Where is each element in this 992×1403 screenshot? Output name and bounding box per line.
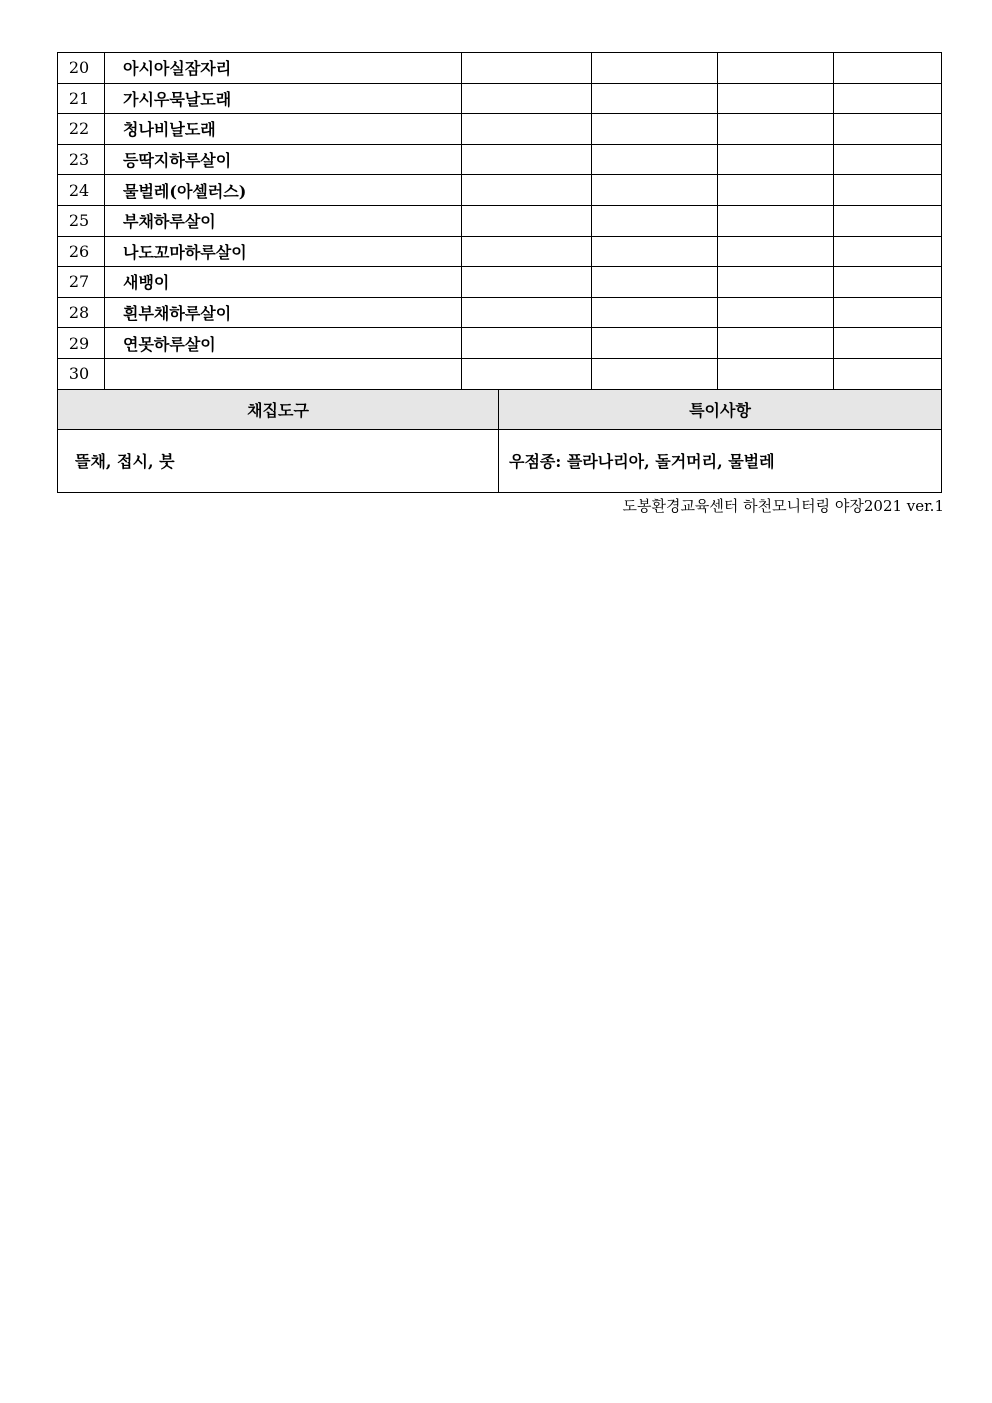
table-row — [58, 83, 942, 114]
data-cell — [834, 236, 942, 267]
data-cell — [462, 144, 592, 175]
notes-value: 우점종: 플라나리아, 돌거머리, 물벌레 — [499, 429, 942, 492]
data-cell — [592, 114, 718, 145]
data-cell — [592, 144, 718, 175]
row-number: 20 — [58, 53, 105, 84]
data-cell — [718, 236, 834, 267]
data-cell — [718, 53, 834, 84]
data-cell — [718, 114, 834, 145]
species-name: 나도꼬마하루살이 — [105, 236, 462, 267]
data-cell — [592, 297, 718, 328]
data-cell — [592, 328, 718, 359]
species-name: 흰부채하루살이 — [105, 297, 462, 328]
table-row — [58, 53, 942, 84]
species-name: 새뱅이 — [105, 267, 462, 298]
tools-header: 채집도구 — [58, 389, 499, 429]
table-row — [58, 205, 942, 236]
summary-body-row — [58, 429, 942, 492]
row-number: 27 — [58, 267, 105, 298]
tools-value: 뜰채, 접시, 붓 — [58, 429, 499, 492]
monitoring-sheet — [57, 52, 941, 493]
row-number: 25 — [58, 205, 105, 236]
table-row — [58, 297, 942, 328]
species-name: 가시우묵날도래 — [105, 83, 462, 114]
species-name: 부채하루살이 — [105, 205, 462, 236]
table-row — [58, 358, 942, 389]
data-cell — [834, 358, 942, 389]
table-row — [58, 328, 942, 359]
data-cell — [462, 358, 592, 389]
data-cell — [462, 83, 592, 114]
table-row — [58, 236, 942, 267]
data-cell — [718, 328, 834, 359]
data-cell — [718, 83, 834, 114]
summary-table — [57, 389, 942, 493]
row-number: 21 — [58, 83, 105, 114]
data-cell — [718, 267, 834, 298]
data-cell — [834, 83, 942, 114]
data-cell — [718, 358, 834, 389]
row-number: 22 — [58, 114, 105, 145]
data-cell — [834, 297, 942, 328]
data-cell — [592, 267, 718, 298]
data-cell — [592, 236, 718, 267]
row-number: 23 — [58, 144, 105, 175]
table-row — [58, 267, 942, 298]
species-name: 등딱지하루살이 — [105, 144, 462, 175]
table-row — [58, 175, 942, 206]
species-name: 물벌레(아셀러스) — [105, 175, 462, 206]
data-cell — [462, 205, 592, 236]
data-cell — [592, 358, 718, 389]
data-cell — [718, 297, 834, 328]
data-cell — [834, 114, 942, 145]
data-cell — [462, 236, 592, 267]
data-cell — [592, 175, 718, 206]
data-cell — [718, 205, 834, 236]
table-row — [58, 144, 942, 175]
data-cell — [462, 328, 592, 359]
data-cell — [462, 53, 592, 84]
row-number: 29 — [58, 328, 105, 359]
data-cell — [592, 53, 718, 84]
species-name — [105, 358, 462, 389]
data-cell — [592, 205, 718, 236]
table-row — [58, 114, 942, 145]
data-cell — [718, 175, 834, 206]
species-name: 청나비날도래 — [105, 114, 462, 145]
summary-header-row — [58, 389, 942, 429]
data-cell — [718, 144, 834, 175]
data-cell — [834, 144, 942, 175]
species-table — [57, 52, 942, 390]
notes-header: 특이사항 — [499, 389, 942, 429]
species-name: 아시아실잠자리 — [105, 53, 462, 84]
data-cell — [834, 53, 942, 84]
footer-caption: 도봉환경교육센터 하천모니터링 야장2021 ver.1 — [622, 497, 944, 515]
row-number: 28 — [58, 297, 105, 328]
row-number: 30 — [58, 358, 105, 389]
data-cell — [592, 83, 718, 114]
data-cell — [462, 175, 592, 206]
data-cell — [462, 297, 592, 328]
data-cell — [462, 114, 592, 145]
row-number: 26 — [58, 236, 105, 267]
data-cell — [834, 328, 942, 359]
data-cell — [834, 205, 942, 236]
row-number: 24 — [58, 175, 105, 206]
species-name: 연못하루살이 — [105, 328, 462, 359]
data-cell — [834, 175, 942, 206]
data-cell — [834, 267, 942, 298]
data-cell — [462, 267, 592, 298]
